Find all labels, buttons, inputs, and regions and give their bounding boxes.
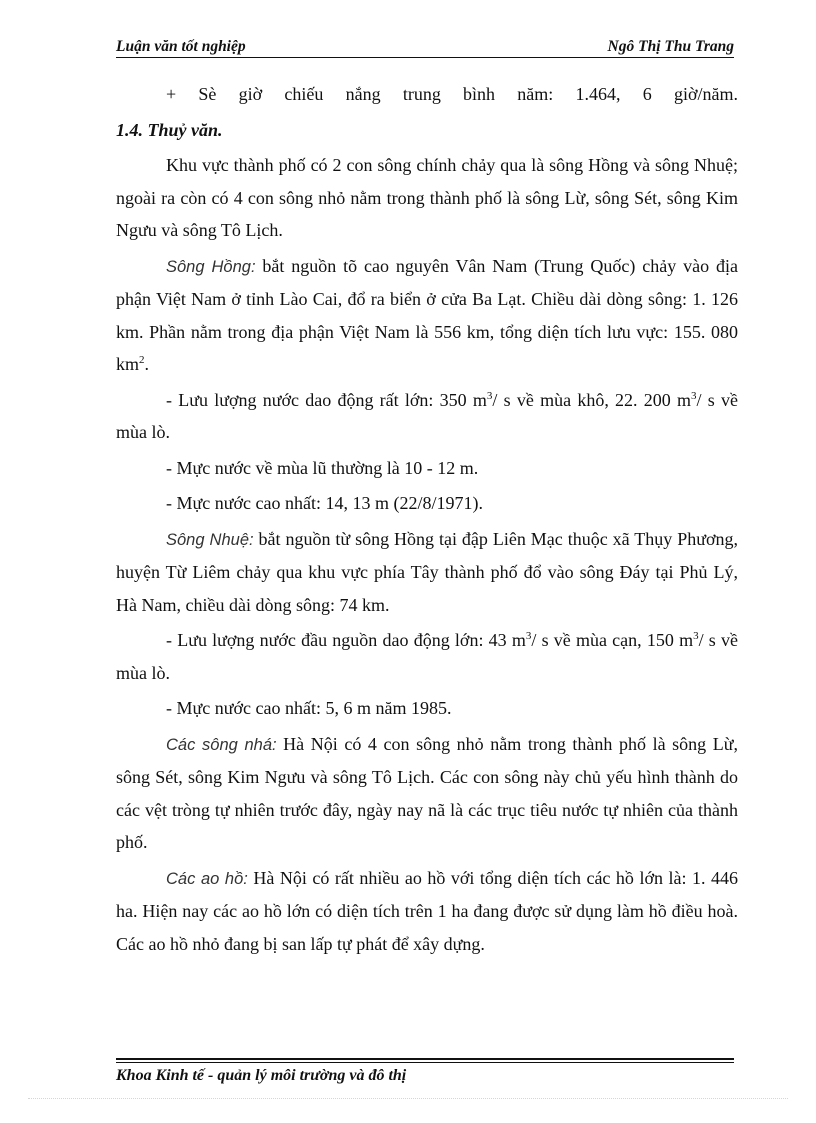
footer-rule-thick — [116, 1058, 734, 1060]
small-rivers-text: Hà Nội có 4 con sông nhỏ nằm trong thành phố là sông Lừ, sông Sét, sông Kim Ngưu và sông Tô Lịch. Các con sông này chủ yếu hình thành do các vệt tròng tự nhiên trước đây, ngày nay nã là các trục tiêu nước tự nhiên của thành phố. — [116, 733, 738, 852]
hydrology-intro: Khu vực thành phố có 2 con sông chính chảy qua là sông Hồng và sông Nhuệ; ngoài ra còn có 4 con sông nhỏ nằm trong thành phố là sông Lừ, sông Sét, sông Kim Ngưu và sông Tô Lịch. — [116, 155, 738, 240]
lakes-term: Các ao hồ: — [166, 869, 248, 888]
nhue-river-max-level: - Mực nước cao nhất: 5, 6 m năm 1985. — [166, 698, 452, 718]
nhue-river-paragraph — [116, 523, 738, 622]
nhue-river-flow-sup2: 3 — [693, 630, 699, 642]
header-rule — [116, 57, 734, 58]
red-river-paragraph — [116, 250, 738, 381]
red-river-text: bắt nguồn tõ cao nguyên Vân Nam (Trung Quốc) chảy vào địa phận Việt Nam ở tỉnh Lào Cai, đổ ra biển ở cửa Ba Lạt. Chiều dài dòng sông: 1. 126 km. Phần nằm trong địa phận Việt Nam là 556 km, tổng diện tích lưu vực: 155. 080 km — [116, 255, 738, 374]
red-river-flow-part1: - Lưu lượng nước dao động rất lớn: 350 m — [166, 389, 487, 410]
red-river-flow-part2: / s về mùa khô, 22. 200 m — [492, 389, 692, 410]
red-river-flow-part3: / s về mùa lò. — [116, 389, 738, 442]
page-header — [116, 38, 734, 60]
red-river-max-level: - Mực nước cao nhất: 14, 13 m (22/8/1971). — [166, 493, 483, 513]
red-river-area-sup: 2 — [139, 354, 145, 366]
red-river-flood-level: - Mực nước về mùa lũ thường là 10 - 12 m. — [166, 457, 479, 478]
page-footer — [116, 1058, 734, 1085]
header-author: Ngô Thị Thu Trang — [607, 38, 734, 55]
nhue-river-flow — [116, 624, 738, 689]
small-rivers-paragraph — [116, 728, 738, 859]
nhue-river-flow-sup1: 3 — [525, 630, 532, 642]
sunshine-line: + Sè giờ chiếu nắng trung bình năm: 1.464, 6 giờ/năm. — [166, 84, 738, 104]
page-body — [116, 78, 738, 963]
lakes-paragraph — [116, 862, 738, 961]
section-heading: 1.4. Thuỷ văn. — [116, 119, 223, 140]
footer-faculty: Khoa Kinh tế - quản lý môi trường và đô thị — [116, 1067, 407, 1084]
nhue-river-flow-part1: - Lưu lượng nước đầu nguồn dao động lớn: 43 m — [166, 630, 526, 650]
small-rivers-term: Các sông nhá: — [166, 735, 277, 754]
footer-rule-thin — [116, 1062, 734, 1063]
red-river-flow-sup2: 3 — [691, 389, 697, 402]
nhue-river-flow-part3: / s về mùa lò. — [116, 630, 738, 683]
lakes-text: Hà Nội có rất nhiều ao hồ với tổng diện tích các hồ lớn là: 1. 446 ha. Hiện nay các ao hồ lớn có diện tích trên 1 ha đang được sử dụng làm hồ điều hoà. Các ao hồ nhỏ đang bị san lấp tự phát để xây dựng. — [116, 867, 739, 954]
nhue-river-text: bắt nguồn từ sông Hồng tại đập Liên Mạc thuộc xã Thụy Phương, huyện Từ Liêm chảy qua khu vực phía Tây thành phố đổ vào sông Đáy tại Phủ Lý, Hà Nam, chiều dài dòng sông: 74 km. — [116, 528, 738, 615]
nhue-river-term: Sông Nhuệ: — [166, 530, 254, 549]
red-river-end: . — [144, 354, 150, 374]
red-river-term: Sông Hồng: — [166, 257, 256, 276]
nhue-river-flow-part2: / s về mùa cạn, 150 m — [531, 630, 694, 650]
red-river-flow-sup1: 3 — [486, 389, 493, 402]
red-river-flow — [116, 384, 738, 449]
bottom-dotted-border — [28, 1098, 788, 1099]
header-thesis-title: Luận văn tốt nghiệp — [116, 38, 246, 55]
